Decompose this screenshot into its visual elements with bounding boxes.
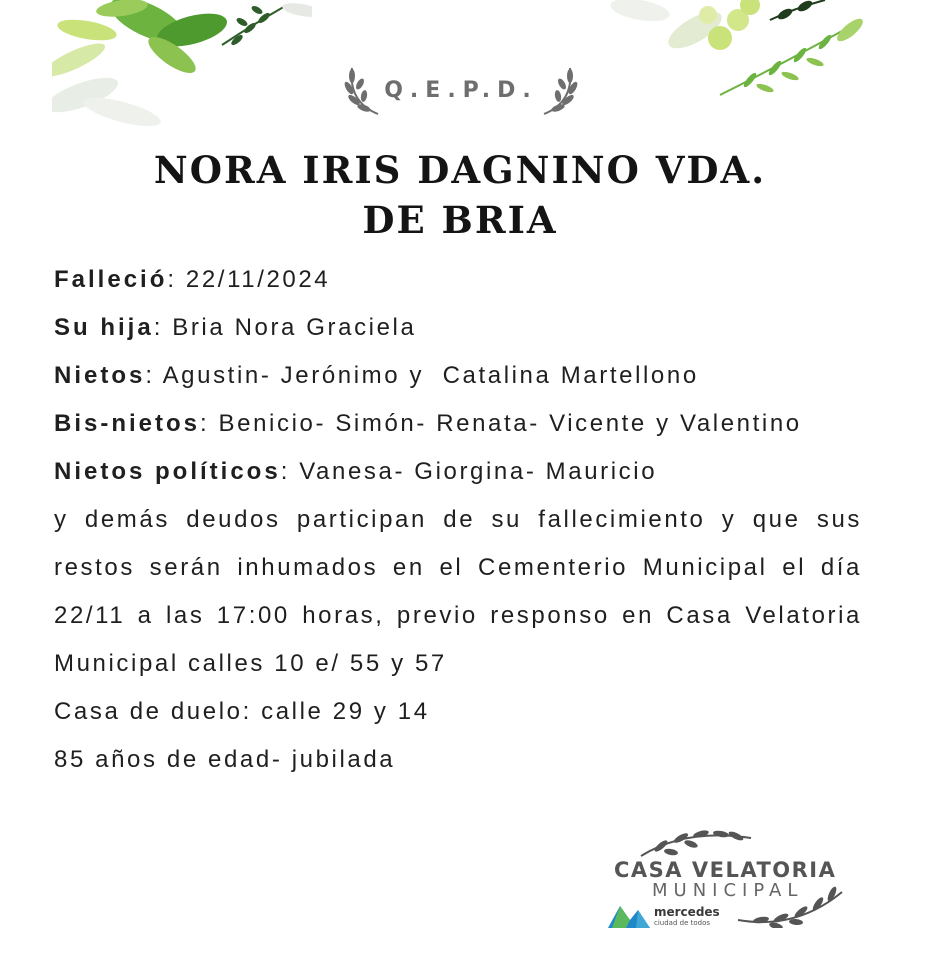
laurel-top-icon [636,826,756,860]
fallecio-row [54,256,862,304]
bisnietos-value: : Benicio- Simón- Renata- Vicente y Valentino [200,410,802,437]
logo-brand: mercedes [654,905,720,919]
fallecio-value: : 22/11/2024 [167,266,331,293]
laurel-bottom-icon [736,886,846,928]
bisnietos-label: Bis-nietos [54,410,201,437]
nietos-politicos-label: Nietos políticos [54,458,281,485]
foliage-left-decoration [52,0,312,135]
bisnietos-row [54,400,862,448]
edad-text: 85 años de edad- jubilada [54,746,396,773]
hija-value: : Bria Nora Graciela [153,314,417,341]
foliage-right-decoration [600,0,866,110]
logo-line1: CASA VELATORIA [614,858,837,882]
nietos-politicos-row [54,448,862,496]
deceased-name-line2: DE BRIA [362,198,558,242]
announcement-text: y demás deudos participan de su fallecimiento y que sus restos serán inhumados en el Cementerio Municipal el día 22/11 a las 17:00 horas, previo responso en Casa Velatoria Municipal calles 10 e/ 55 y 57 [54,506,862,677]
laurel-right-icon [532,62,582,122]
fallecio-label: Falleció [54,266,168,293]
qepd-text: Q.E.P.D. [384,78,538,103]
obituary-body [54,256,862,784]
nietos-value: : Agustin- Jerónimo y Catalina Martellono [145,362,699,389]
nietos-row [54,352,862,400]
qepd-header [340,62,582,122]
logo-line2: MUNICIPAL [652,880,804,901]
deceased-name-line1: NORA IRIS DAGNINO VDA. [153,148,767,192]
mercedes-logo-icon [608,902,650,928]
hija-row [54,304,862,352]
logo-tagline: ciudad de todos [654,919,711,927]
hija-label: Su hija [54,314,154,341]
deceased-name [60,145,860,245]
nietos-politicos-value: : Vanesa- Giorgina- Mauricio [280,458,658,485]
nietos-label: Nietos [54,362,146,389]
casa-velatoria-logo [606,826,862,936]
casa-duelo-text: Casa de duelo: calle 29 y 14 [54,698,430,725]
